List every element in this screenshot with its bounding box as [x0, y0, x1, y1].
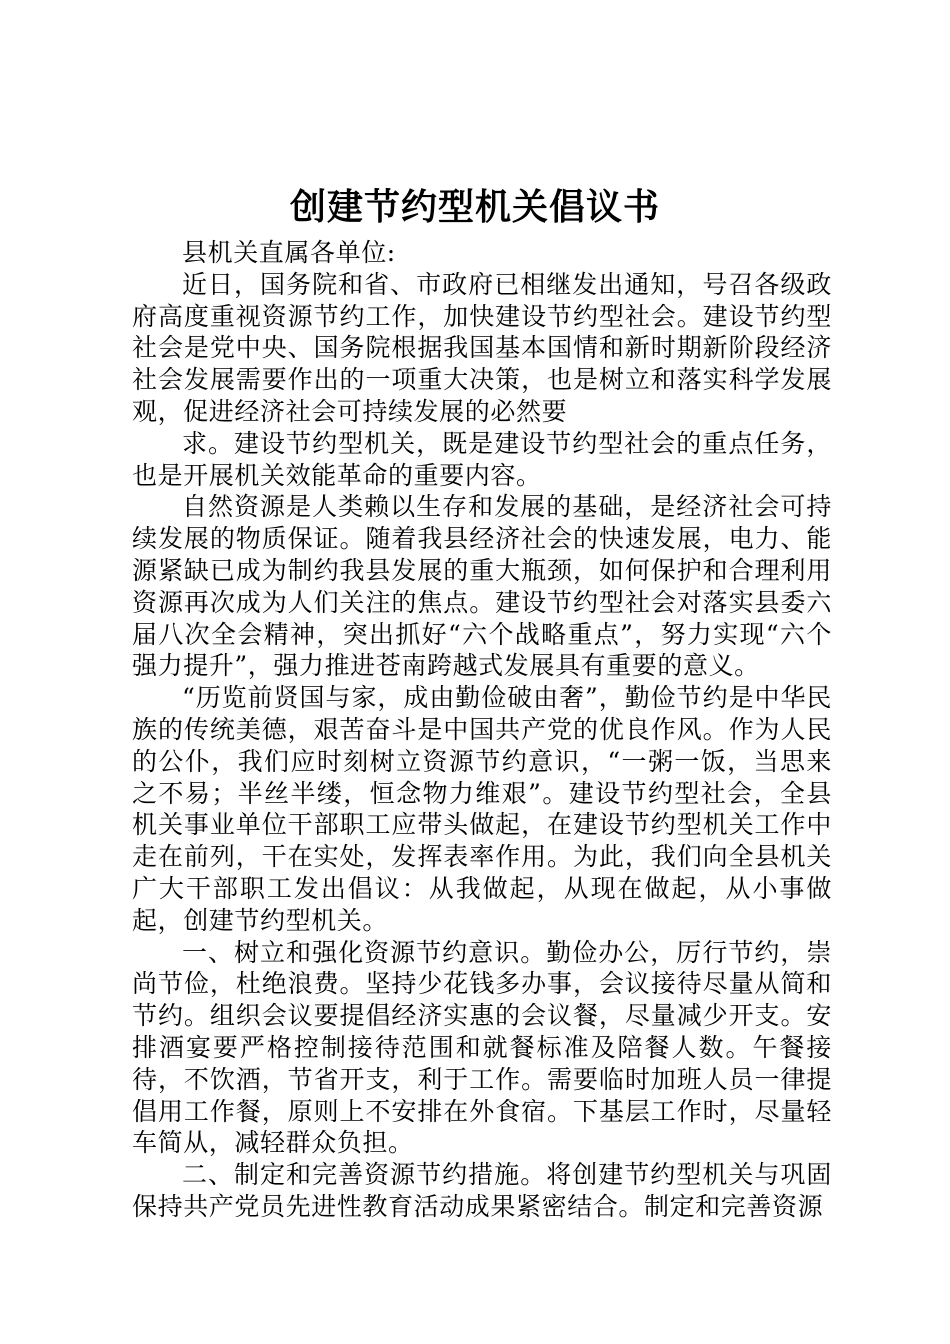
document-title: 创建节约型机关倡议书	[289, 186, 660, 228]
salutation: 县机关直属各单位:	[182, 238, 396, 267]
paragraph-point-two: 二、制定和完善资源节约措施。将创建节约型机关与巩固保持共产党员先进性教育活动成果紧密结合。制定和完善资源	[132, 1160, 832, 1221]
paragraph-intro-continued: 求。建设节约型机关，既是建设节约型社会的重点任务，也是开展机关效能革命的重要内容。	[132, 428, 832, 490]
document-body	[132, 237, 832, 1223]
paragraph-resources: 自然资源是人类赖以生存和发展的基础，是经济社会可持续发展的物质保证。随着我县经济社会的快速发展，电力、能源紧缺已成为制约我县发展的重大瓶颈，如何保护和合理利用资源再次成为人们关注的焦点。建设节约型社会对落实县委六届八次全会精神，突出抓好“六个战略重点”，努力实现“六个强力提升”，强力推进苍南跨越式发展具有重要的意义。	[132, 492, 832, 681]
paragraph-point-one: 一、树立和强化资源节约意识。勤俭办公，厉行节约，崇尚节俭，杜绝浪费。坚持少花钱多办事，会议接待尽量从简和节约。组织会议要提倡经济实惠的会议餐，尽量减少开支。安排酒宴要严格控制接待范围和就餐标准及陪餐人数。午餐接待，不饮酒，节省开支，利于工作。需要临时加班人员一律提倡用工作餐，原则上不安排在外食宿。下基层工作时，尽量轻车简从，减轻群众负担。	[132, 937, 832, 1158]
paragraph-thrift-tradition: “历览前贤国与家，成由勤俭破由奢”，勤俭节约是中华民族的传统美德，艰苦奋斗是中国共产党的优良作风。作为人民的公仆，我们应时刻树立资源节约意识，“一粥一饭，当思来之不易；半丝半缕，恒念物力维艰”。建设节约型社会，全县机关事业单位干部职工应带头做起，在建设节约型机关工作中走在前列，干在实处，发挥表率作用。为此，我们向全县机关广大干部职工发出倡议：从我做起，从现在做起，从小事做起，创建节约型机关。	[132, 683, 832, 935]
paragraph-intro: 近日，国务院和省、市政府已相继发出通知，号召各级政府高度重视资源节约工作，加快建设节约型社会。建设节约型社会是党中央、国务院根据我国基本国情和新时期新阶段经济社会发展需要作出的一项重大决策，也是树立和落实科学发展观，促进经济社会可持续发展的必然要	[132, 269, 832, 426]
